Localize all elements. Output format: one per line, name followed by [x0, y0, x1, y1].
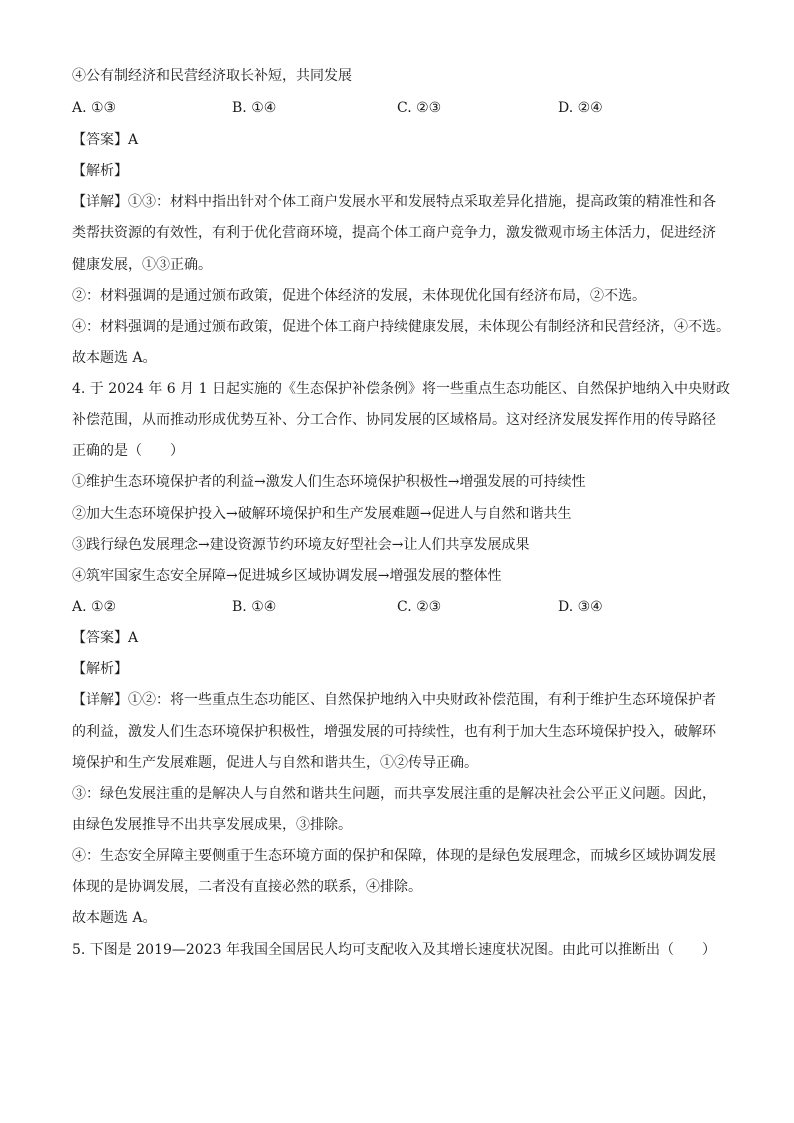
q4-stem-line-1: 4. 于 2024 年 6 月 1 日起实施的《生态保护补偿条例》将一些重点生态功能区、自然保护地纳入中央财政 [72, 381, 730, 397]
q4-option-b: B. ①④ [232, 599, 277, 615]
q3-detail-line-2: 类帮扶资源的有效性，有利于优化营商环境，提高个体工商户竞争力，激发微观市场主体活力，促进经济 [72, 225, 716, 241]
q5-stem: 5. 下图是 2019—2023 年我国全国居民人均可支配收入及其增长速度状况图。由此可以推断出（ ） [72, 942, 716, 958]
q4-detail-line-2: 的利益，激发人们生态环境保护积极性，增强发展的可持续性，也有利于加大生态环境保护投入，破解环 [72, 724, 716, 740]
q4-stem-line-3: 正确的是（ ） [72, 443, 184, 459]
q3-option-b: B. ①④ [232, 100, 277, 116]
q3-option-a: A. ①③ [72, 100, 117, 116]
q4-detail-line-4: ③：绿色发展注重的是解决人与自然和谐共生问题，而共享发展注重的是解决社会公平正义问题。因此， [72, 786, 716, 802]
q4-detail-line-5: 由绿色发展推导不出共享发展成果，③排除。 [72, 817, 352, 833]
q4-option-d: D. ③④ [558, 599, 603, 615]
q3-option-d: D. ②④ [558, 100, 603, 116]
q3-answer: 【答案】A [72, 132, 139, 148]
q4-detail-line-3: 境保护和生产发展难题，促进人与自然和谐共生，①②传导正确。 [72, 755, 478, 771]
q3-detail-line-3: 健康发展，①③正确。 [72, 257, 212, 273]
q4-statement-3: ③践行绿色发展理念→建设资源节约环境友好型社会→让人们共享发展成果 [72, 537, 530, 553]
q4-analysis-label: 【解析】 [72, 661, 128, 677]
q3-detail-line-5: ④：材料强调的是通过颁布政策，促进个体工商户持续健康发展，未体现公有制经济和民营经济，④不选。 [72, 319, 730, 335]
q4-statement-1: ①维护生态环境保护者的利益→激发人们生态环境保护积极性→增强发展的可持续性 [72, 474, 586, 490]
q4-conclusion: 故本题选 A。 [72, 910, 157, 926]
q3-statement-4: ④公有制经济和民营经济取长补短，共同发展 [72, 68, 352, 84]
q4-detail-line-7: 体现的是协调发展，二者没有直接必然的联系，④排除。 [72, 879, 422, 895]
q4-stem-line-2: 补偿范围，从而推动形成优势互补、分工合作、协同发展的区域格局。这对经济发展发挥作用的传导路径 [72, 412, 716, 428]
q4-statement-4: ④筑牢国家生态安全屏障→促进城乡区域协调发展→增强发展的整体性 [72, 568, 502, 584]
q4-statement-2: ②加大生态环境保护投入→破解环境保护和生产发展难题→促进人与自然和谐共生 [72, 506, 572, 522]
q4-options [72, 597, 722, 617]
q4-detail-line-1: 【详解】①②：将一些重点生态功能区、自然保护地纳入中央财政补偿范围，有利于维护生态环境保护者 [72, 692, 716, 708]
q3-analysis-label: 【解析】 [72, 163, 128, 179]
q3-conclusion: 故本题选 A。 [72, 350, 157, 366]
q4-answer: 【答案】A [72, 630, 139, 646]
q4-option-c: C. ②③ [397, 599, 442, 615]
q3-detail-line-1: 【详解】①③：材料中指出针对个体工商户发展水平和发展特点采取差异化措施，提高政策的精准性和各 [72, 194, 716, 210]
q3-detail-line-4: ②：材料强调的是通过颁布政策，促进个体经济的发展，未体现优化国有经济布局，②不选。 [72, 288, 646, 304]
q3-option-c: C. ②③ [397, 100, 442, 116]
q4-detail-line-6: ④：生态安全屏障主要侧重于生态环境方面的保护和保障，体现的是绿色发展理念，而城乡区域协调发展 [72, 848, 716, 864]
q4-option-a: A. ①② [72, 599, 117, 615]
q3-options [72, 98, 722, 118]
